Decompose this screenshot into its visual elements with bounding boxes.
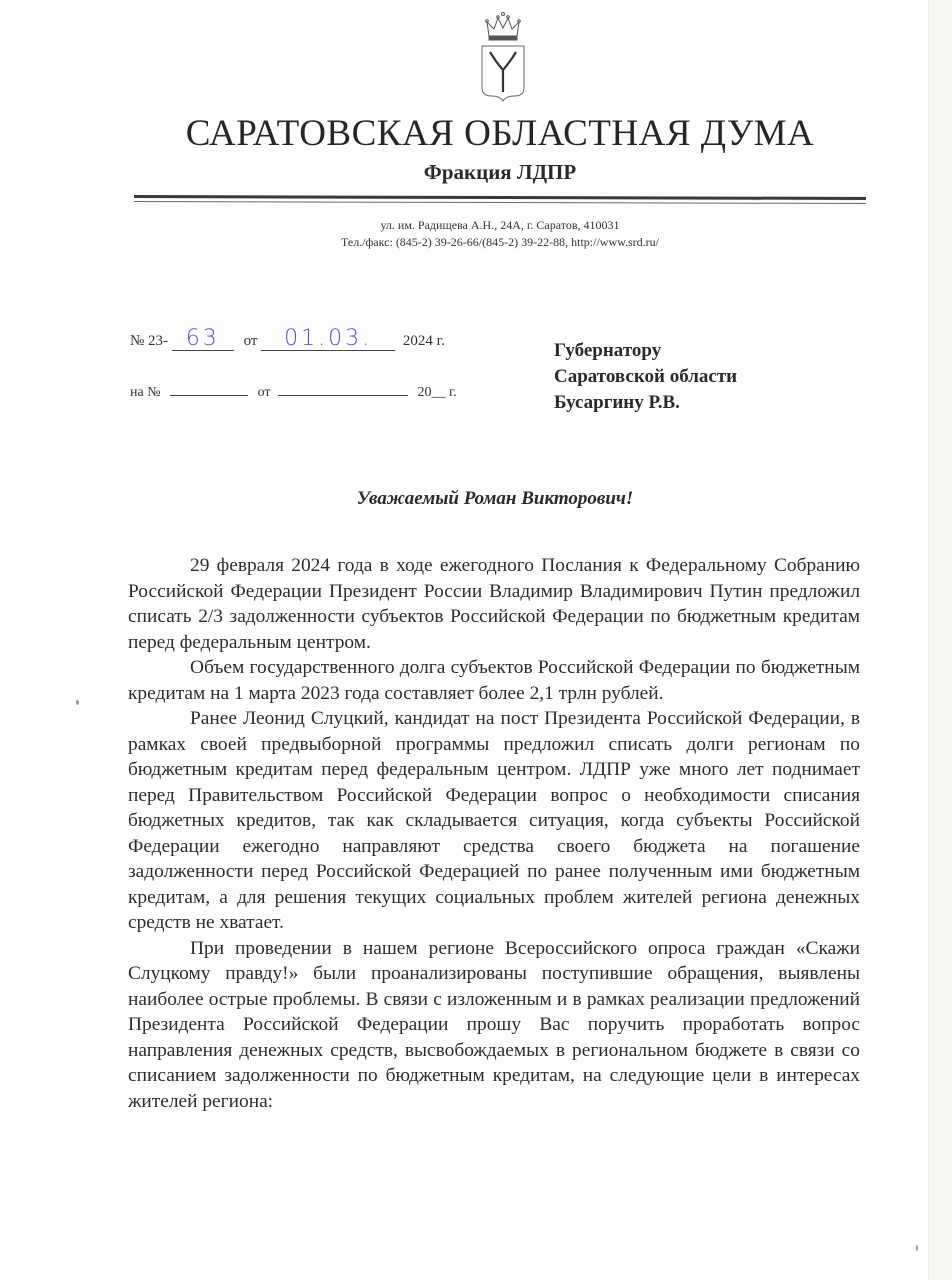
incoming-year: 20__ г. bbox=[417, 385, 457, 400]
outgoing-number-prefix: № 23- bbox=[130, 333, 169, 349]
outgoing-year: 2024 г. bbox=[402, 333, 445, 349]
incoming-number-field bbox=[170, 383, 248, 396]
incoming-registration bbox=[130, 383, 457, 401]
crown-icon bbox=[486, 13, 521, 41]
postal-address: ул. им. Радищева А.Н., 24А, г. Саратов, 410031 bbox=[380, 218, 620, 232]
paragraph: При проведении в нашем регионе Всероссийского опроса граждан «Скажи Слуцкому правду!» были проанализированы поступившие обращения, выявлены наиболее острые проблемы. В связи с изложенным и в рамках реализации предложений Президента Российской Федерации прошу Вас поручить проработать вопрос направления денежных средств, высвобождаемых в региональном бюджете в связи со списанием задолженности по бюджетным кредитам, на следующие цели в интересах жителей региона: bbox=[128, 937, 860, 1112]
paragraph: Объем государственного долга субъектов Российской Федерации по бюджетным кредитам на 1 марта 2023 года составляет более 2,1 трлн рублей. bbox=[128, 657, 860, 704]
outgoing-date: 01.03. bbox=[284, 326, 373, 351]
letter-body bbox=[128, 553, 860, 1114]
salutation: Уважаемый Роман Викторович! bbox=[356, 488, 634, 509]
incoming-date-field bbox=[278, 383, 408, 396]
scan-speck bbox=[916, 1245, 918, 1251]
paragraph: Ранее Леонид Слуцкий, кандидат на пост Президента Российской Федерации, в рамках своей предвыборной программы предложил списать долги регионам по бюджетным кредитам перед федеральным центром. ЛДПР уже много лет поднимает перед Правительством Российской Федерации вопрос о необходимости списания бюджетных кредитов, так как складывается ситуация, когда субъекты Российской Федерации ежегодно направляют средства своего бюджета на погашение задолженности перед Российской Федерацией по ранее полученным ими бюджетным кредитам, а для решения текущих социальных проблем жителей региона денежных средств не хватает. bbox=[128, 708, 860, 933]
addressee-line-2: Саратовской области bbox=[554, 366, 738, 387]
paragraph: 29 февраля 2024 года в ходе ежегодного Послания к Федеральному Собранию Российской Федерации Президент России Владимир Владимирович Путин предложил списать 2/3 задолженности субъектов Российской Федерации по бюджетным кредитам перед федеральным центром. bbox=[128, 555, 860, 653]
incoming-from-label: от bbox=[257, 385, 271, 400]
addressee-line-1: Губернатору bbox=[554, 340, 662, 361]
from-label: от bbox=[243, 333, 258, 349]
scan-speck bbox=[76, 700, 79, 705]
outgoing-date-field bbox=[261, 326, 395, 351]
outgoing-number-field bbox=[172, 326, 234, 351]
coat-of-arms-emblem bbox=[478, 10, 528, 102]
header-divider-thin bbox=[134, 201, 866, 204]
organization-name: САРАТОВСКАЯ ОБЛАСТНАЯ ДУМА bbox=[185, 113, 815, 154]
contact-info: Тел./факс: (845-2) 39-26-66/(845-2) 39-22-88, http://www.srd.ru/ bbox=[341, 235, 659, 249]
header-divider bbox=[134, 195, 866, 200]
paper-edge bbox=[928, 0, 952, 1280]
outgoing-registration bbox=[130, 326, 445, 351]
incoming-number-prefix: на № bbox=[130, 385, 161, 400]
addressee-line-3: Бусаргину Р.В. bbox=[554, 392, 680, 413]
faction-name: Фракция ЛДПР bbox=[423, 160, 577, 184]
outgoing-number: 63 bbox=[185, 326, 220, 351]
addressee-block bbox=[554, 338, 737, 416]
